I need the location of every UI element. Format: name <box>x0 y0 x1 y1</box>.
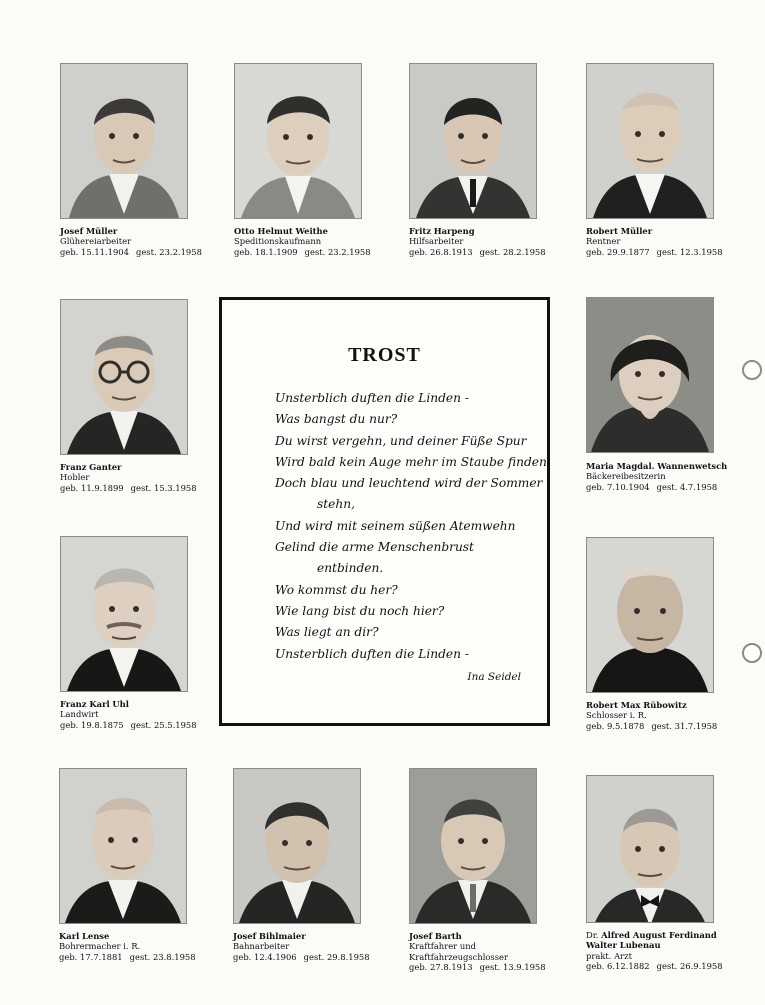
person-role: Bäckereibesitzerin <box>586 471 666 482</box>
person-role: Speditionskaufmann <box>234 236 322 247</box>
poem-frame <box>219 297 550 726</box>
portrait-card <box>233 768 393 962</box>
poem-line: Gelind die arme Menschenbrust <box>275 540 474 555</box>
person-name: Franz Karl Uhl <box>60 699 129 709</box>
person-role: Schlosser i. R. <box>586 710 647 721</box>
person-role: Glühereiarbeiter <box>60 236 132 247</box>
person-name: Franz Ganter <box>60 462 122 472</box>
life-dates: geb. 17.7.1881 gest. 23.8.1958 <box>59 951 196 962</box>
punch-hole <box>742 643 762 663</box>
portrait-card <box>586 297 746 492</box>
person-role: Landwirt <box>60 709 99 720</box>
person-name: Robert Max Rübowitz <box>586 700 687 710</box>
person-name: Maria Magdal. Wannenwetsch <box>586 461 728 471</box>
poem-line: Doch blau und leuchtend wird der Sommer <box>275 476 543 491</box>
poem-line: entbinden. <box>317 561 384 576</box>
life-dates: geb. 12.4.1906 gest. 29.8.1958 <box>233 951 370 962</box>
portrait-photo <box>234 63 362 219</box>
portrait-card <box>586 537 746 731</box>
life-dates: geb. 15.11.1904 gest. 23.2.1958 <box>60 246 202 257</box>
person-name: Otto Helmut Weithe <box>234 226 328 236</box>
person-role: Hilfsarbeiter <box>409 236 464 247</box>
life-dates: geb. 26.8.1913 gest. 28.2.1958 <box>409 246 546 257</box>
life-dates: geb. 6.12.1882 gest. 26.9.1958 <box>586 961 723 972</box>
life-dates: geb. 27.8.1913 gest. 13.9.1958 <box>409 962 546 973</box>
life-dates: geb. 29.9.1877 gest. 12.3.1958 <box>586 246 723 257</box>
poem-line: Was bangst du nur? <box>275 412 398 427</box>
portrait-photo <box>60 63 188 219</box>
portrait-card <box>60 63 220 257</box>
portrait-card <box>409 768 569 973</box>
portrait-card <box>60 299 220 493</box>
poem-line: Unsterblich duften die Linden - <box>275 646 469 661</box>
poem-line: Du wirst vergehn, und deiner Füße Spur <box>275 433 527 448</box>
poem-line: Unsterblich duften die Linden - <box>275 391 469 405</box>
portrait-photo <box>586 63 714 219</box>
poem-text <box>275 388 551 665</box>
portrait-photo <box>586 537 714 693</box>
person-name: Dr. Alfred August Ferdinand Walter Lubenau <box>586 930 717 951</box>
punch-hole <box>742 360 762 380</box>
portrait-card <box>586 775 746 972</box>
portrait-card <box>234 63 394 257</box>
person-name: Karl Lense <box>59 931 110 941</box>
person-role: prakt. Arzt <box>586 950 632 961</box>
portrait-card <box>60 536 220 730</box>
portrait-photo <box>60 536 188 692</box>
person-role: Rentner <box>586 236 621 247</box>
person-name: Robert Müller <box>586 226 653 236</box>
portrait-photo <box>586 775 714 923</box>
poem-author: Ina Seidel <box>467 671 521 683</box>
portrait-photo <box>409 768 537 924</box>
person-name: Fritz Harpeng <box>409 226 475 236</box>
portrait-photo <box>59 768 187 924</box>
person-name: Josef Barth <box>409 931 462 941</box>
life-dates: geb. 9.5.1878 gest. 31.7.1958 <box>586 720 718 731</box>
life-dates: geb. 7.10.1904 gest. 4.7.1958 <box>586 481 718 492</box>
person-role: Kraftfahrer und Kraftfahrzeugschlosser <box>409 941 508 962</box>
portrait-card <box>409 63 569 257</box>
portrait-card <box>586 63 746 257</box>
portrait-photo <box>233 768 361 924</box>
poem-line: Was liegt an dir? <box>275 625 379 640</box>
poem-line: Wie lang bist du noch hier? <box>275 603 445 618</box>
portrait-photo <box>60 299 188 455</box>
person-role: Bohrermacher i. R. <box>59 941 141 952</box>
person-role: Hobler <box>60 472 90 483</box>
poem-line: stehn, <box>317 497 355 512</box>
life-dates: geb. 18.1.1909 gest. 23.2.1958 <box>234 246 371 257</box>
portrait-card <box>59 768 219 962</box>
person-name: Josef Bihlmaier <box>233 931 306 941</box>
poem-line: Und wird mit seinem süßen Atemwehn <box>275 518 516 533</box>
poem-line: Wo kommst du her? <box>275 582 398 597</box>
life-dates: geb. 19.8.1875 gest. 25.5.1958 <box>60 719 197 730</box>
portrait-photo <box>586 297 714 453</box>
poem-title: TROST <box>348 344 421 366</box>
poem-line: Wird bald kein Auge mehr im Staube finden. <box>275 454 551 469</box>
portrait-photo <box>409 63 537 219</box>
life-dates: geb. 11.9.1899 gest. 15.3.1958 <box>60 482 197 493</box>
person-role: Bahnarbeiter <box>233 941 290 952</box>
person-name: Josef Müller <box>60 226 118 236</box>
